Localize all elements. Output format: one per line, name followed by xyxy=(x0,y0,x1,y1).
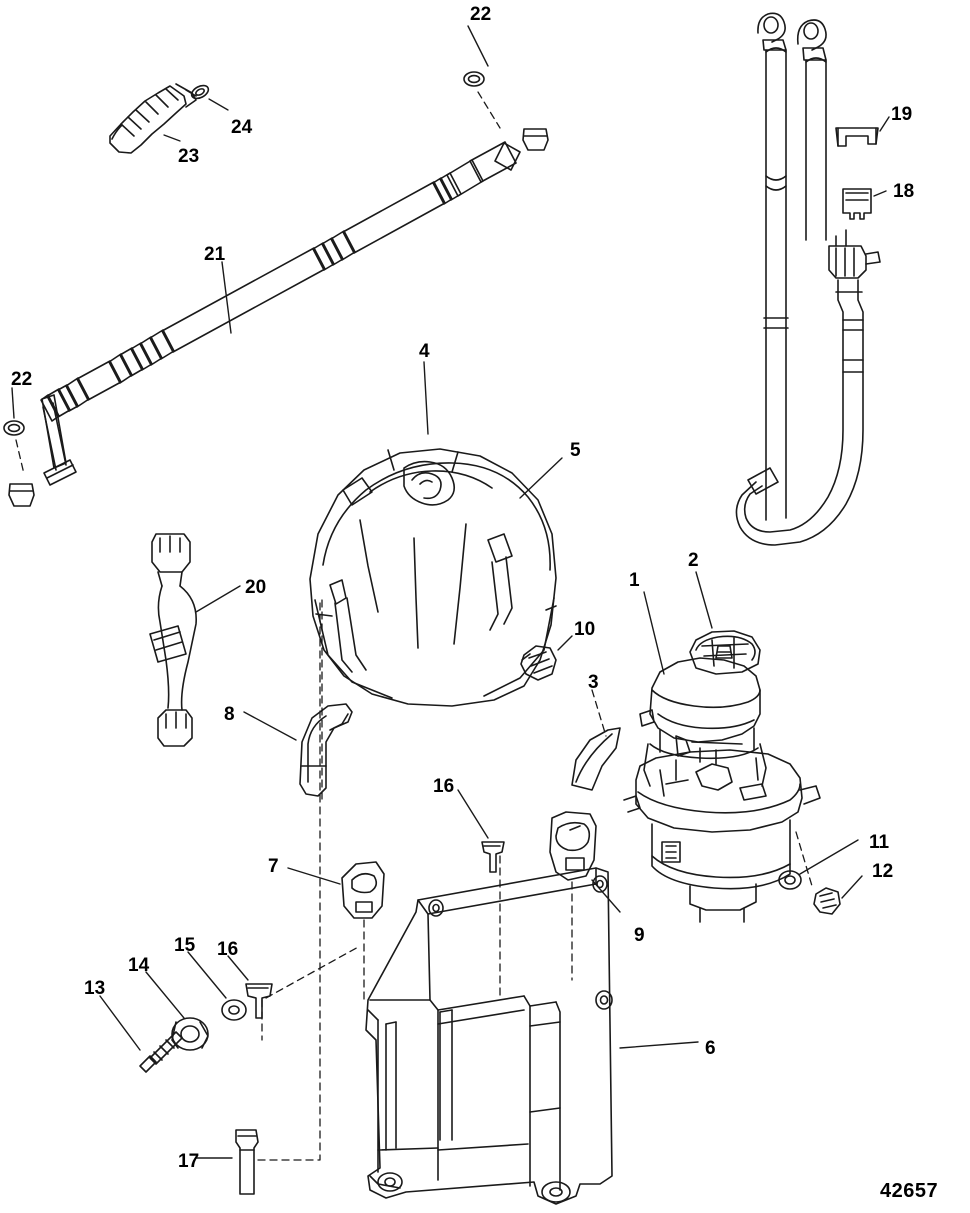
callout-8: 8 xyxy=(224,704,235,725)
callout-3: 3 xyxy=(588,672,599,693)
callout-24: 24 xyxy=(231,117,253,138)
part-22-oring-top xyxy=(464,72,484,86)
callout-23: 23 xyxy=(178,146,200,167)
callout-18: 18 xyxy=(893,181,915,202)
callout-11: 11 xyxy=(869,832,890,853)
part-22-oring-left xyxy=(4,421,24,435)
callout-12: 12 xyxy=(872,861,894,882)
part-12-nut xyxy=(814,888,840,914)
part-3-shield xyxy=(572,728,620,790)
part-8-bracket xyxy=(300,704,352,796)
drawing-number: 42657 xyxy=(880,1180,939,1202)
callout-20: 20 xyxy=(245,577,267,598)
part-6-housing xyxy=(366,868,612,1204)
part-18-fuse xyxy=(843,189,871,219)
callout-21: 21 xyxy=(204,244,226,265)
callout-2: 2 xyxy=(688,550,699,571)
callout-1: 1 xyxy=(629,570,640,591)
callout-10: 10 xyxy=(574,619,596,640)
part-10-clamp xyxy=(521,646,556,680)
part-13-screw xyxy=(140,1032,182,1072)
callout-4: 4 xyxy=(419,341,430,362)
callout-7: 7 xyxy=(268,856,279,877)
part-17-pin xyxy=(236,1130,258,1194)
callout-16-lower: 16 xyxy=(217,939,239,960)
part-7-bracket xyxy=(342,862,384,918)
cable-end-cap-top xyxy=(523,129,548,150)
callout-17: 17 xyxy=(178,1151,200,1172)
part-21-cable xyxy=(41,142,520,485)
part-2-reservoir-cap xyxy=(690,631,760,674)
callout-14: 14 xyxy=(128,955,150,976)
callout-16-upper: 16 xyxy=(433,776,455,797)
callout-6: 6 xyxy=(705,1038,716,1059)
callout-22-top: 22 xyxy=(470,4,492,25)
part-24-oring xyxy=(189,83,210,101)
callout-19: 19 xyxy=(891,104,913,125)
part-19-clip xyxy=(836,128,878,146)
part-23-grease-fitting xyxy=(110,84,196,153)
callout-5: 5 xyxy=(570,440,581,461)
part-16-bolt-top xyxy=(482,842,504,872)
hydraulic-lines xyxy=(736,13,880,545)
part-15-washer xyxy=(222,1000,246,1020)
part-20-wiring-harness xyxy=(150,534,196,746)
cable-end-cap-bottom xyxy=(9,484,34,506)
callout-9: 9 xyxy=(634,925,645,946)
callout-15: 15 xyxy=(174,935,196,956)
part-1-reservoir xyxy=(640,658,766,786)
callout-22-left: 22 xyxy=(11,369,33,390)
part-16-bolt-lower xyxy=(246,984,272,1018)
callout-13: 13 xyxy=(84,978,106,999)
pump-body xyxy=(624,750,820,922)
part-4-cover xyxy=(310,449,556,706)
